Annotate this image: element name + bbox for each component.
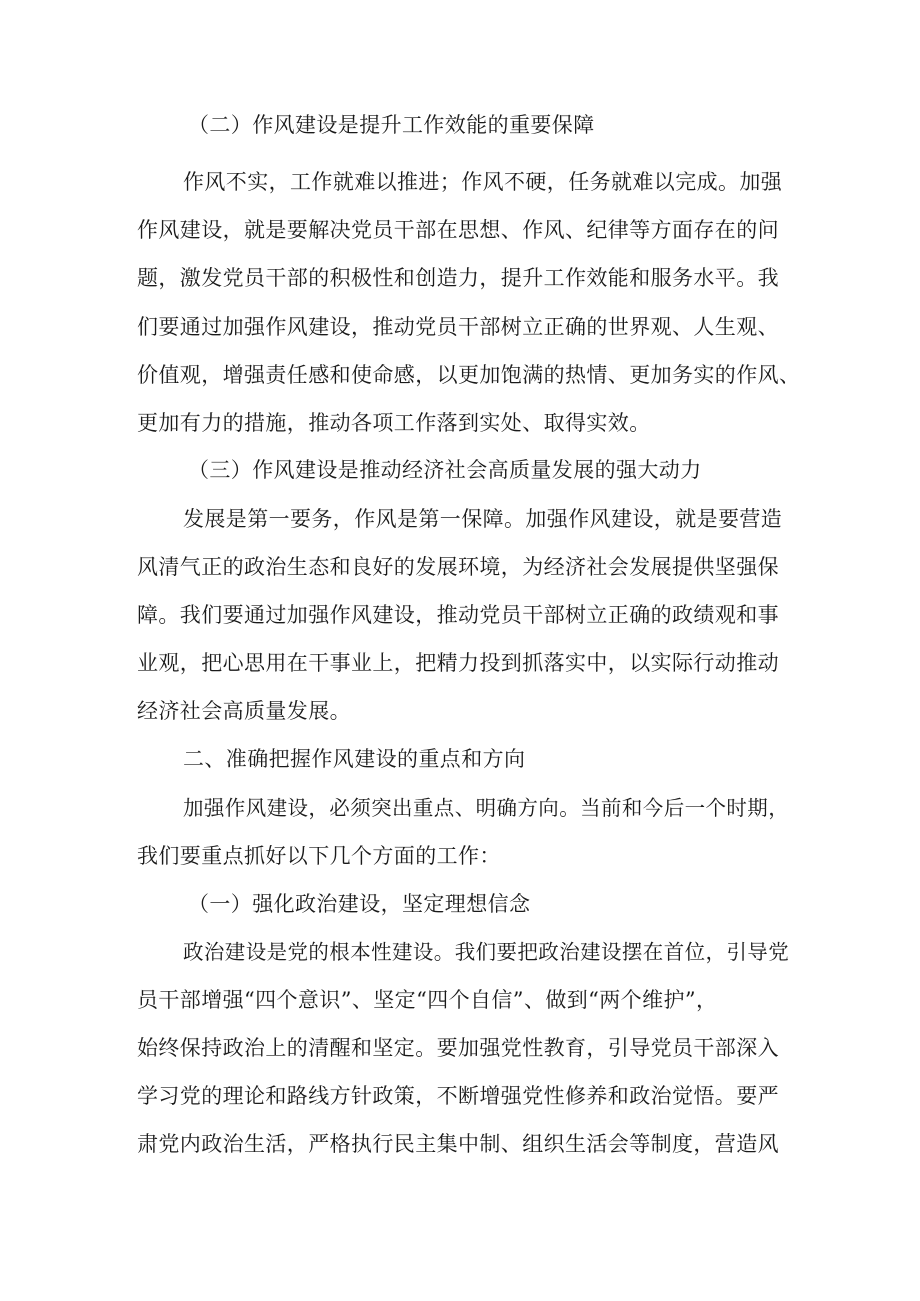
subheading-2: （二）作风建设是提升工作效能的重要保障 bbox=[188, 113, 595, 137]
subheading-1: （一）强化政治建设，坚定理想信念 bbox=[188, 892, 531, 916]
paragraph-line: 始终保持政治上的清醒和坚定。要加强党性教育，引导党员干部深入 bbox=[137, 1036, 779, 1060]
paragraph-line: 我们要重点抓好以下几个方面的工作： bbox=[137, 844, 501, 868]
paragraph-line: 加强作风建设，必须突出重点、明确方向。当前和今后一个时期， bbox=[183, 796, 790, 820]
paragraph-line: 经济社会高质量发展。 bbox=[137, 699, 351, 723]
paragraph-line: 业观，把心思用在干事业上，把精力投到抓落实中，以实际行动推动 bbox=[137, 651, 779, 675]
paragraph-line: 更加有力的措施，推动各项工作落到实处、取得实效。 bbox=[137, 411, 651, 435]
paragraph-line: 发展是第一要务，作风是第一保障。加强作风建设，就是要营造 bbox=[183, 507, 783, 531]
paragraph-line: 学习党的理论和路线方针政策，不断增强党性修养和政治觉悟。要严 bbox=[137, 1084, 779, 1108]
paragraph-line: 员干部增强“四个意识”、坚定“四个自信”、做到“两个维护”， bbox=[137, 988, 718, 1012]
paragraph-line: 作风建设，就是要解决党员干部在思想、作风、纪律等方面存在的问 bbox=[137, 218, 779, 242]
paragraph-line: 障。我们要通过加强作风建设，推动党员干部树立正确的政绩观和事 bbox=[137, 603, 779, 627]
paragraph-line: 政治建设是党的根本性建设。我们要把政治建设摆在首位，引导党 bbox=[183, 940, 790, 964]
paragraph-line: 肃党内政治生活，严格执行民主集中制、组织生活会等制度，营造风 bbox=[137, 1132, 779, 1156]
section-heading: 二、准确把握作风建设的重点和方向 bbox=[183, 747, 526, 771]
paragraph-line: 作风不实，工作就难以推进；作风不硬，任务就难以完成。加强 bbox=[183, 170, 783, 194]
subheading-3: （三）作风建设是推动经济社会高质量发展的强大动力 bbox=[188, 458, 702, 482]
paragraph-line: 题，激发党员干部的积极性和创造力，提升工作效能和服务水平。我 bbox=[137, 266, 779, 290]
paragraph-line: 们要通过加强作风建设，推动党员干部树立正确的世界观、人生观、 bbox=[137, 315, 779, 339]
paragraph-line: 风清气正的政治生态和良好的发展环境，为经济社会发展提供坚强保 bbox=[137, 555, 779, 579]
paragraph-line: 价值观，增强责任感和使命感，以更加饱满的热情、更加务实的作风、 bbox=[137, 363, 801, 387]
